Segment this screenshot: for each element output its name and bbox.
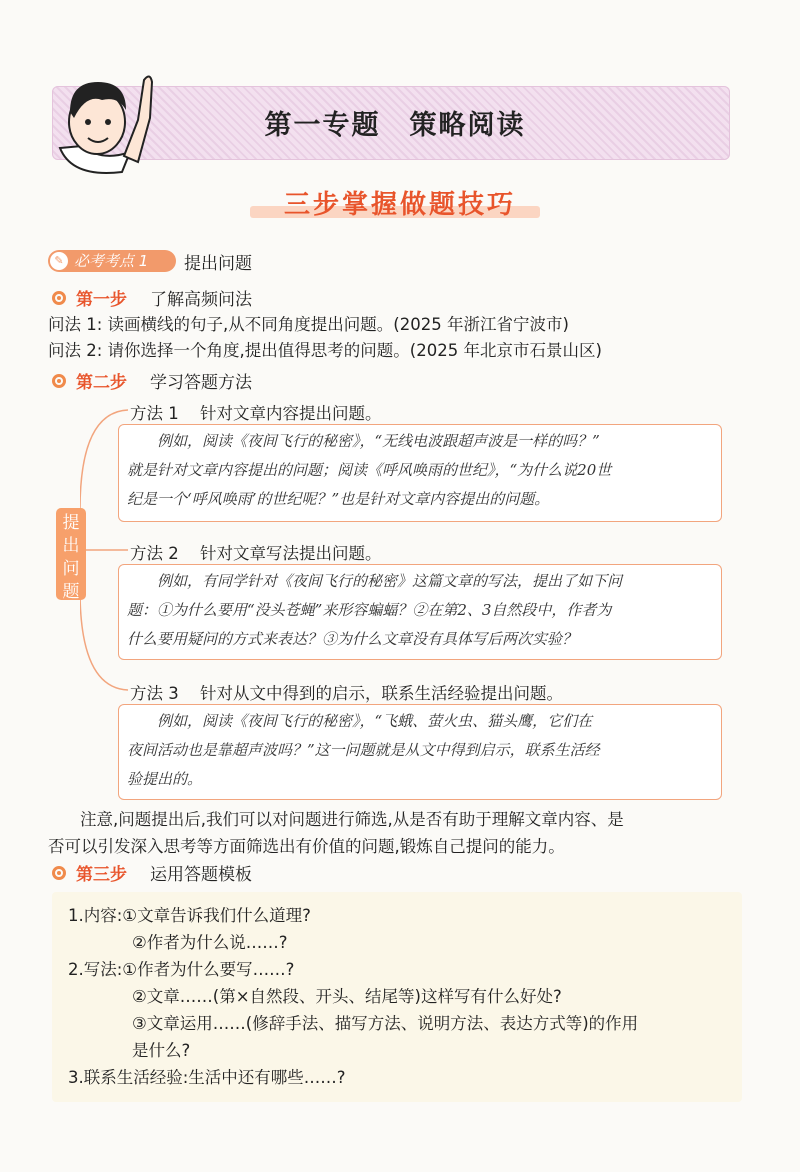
method2-line: 什么要用疑问的方式来表达？③为什么文章没有具体写后两次实验？	[127, 630, 578, 648]
method1-line: 就是针对文章内容提出的问题；阅读《呼风唤雨的世纪》，“为什么说20世	[127, 461, 612, 479]
note-line-2: 否可以引发深入思考等方面筛选出有价值的问题,锻炼自己提问的能力。	[48, 837, 565, 856]
step-circle-icon	[52, 291, 66, 305]
section-subtitle: 三步掌握做题技巧	[283, 190, 516, 220]
step3-label: 第三步	[76, 865, 127, 885]
template-line: 1.内容:①文章告诉我们什么道理?	[68, 906, 311, 925]
step1-label: 第一步	[76, 290, 127, 310]
exam-point-badge-label: 必考考点 1	[74, 252, 149, 270]
method3-title: 针对从文中得到的启示，联系生活经验提出问题。	[200, 684, 563, 703]
note-line-1: 注意,问题提出后,我们可以对问题进行筛选,从是否有助于理解文章内容、是	[80, 810, 624, 829]
method1-example-box	[118, 424, 722, 522]
method1-tag: 方法 1	[130, 404, 179, 423]
template-line: 2.写法:①作者为什么要写……?	[68, 960, 295, 979]
method3-line: 例如，阅读《夜间飞行的秘密》，“飞蛾、萤火虫、猫头鹰，它们在	[157, 712, 593, 730]
step-circle-icon	[52, 374, 66, 388]
step1-title: 了解高频问法	[150, 290, 252, 310]
pencil-icon: ✎	[50, 252, 68, 270]
template-line: 3.联系生活经验:生活中还有哪些……?	[68, 1068, 346, 1087]
method2-example-box	[118, 564, 722, 660]
mindmap-center-label	[56, 508, 86, 600]
center-char: 题	[62, 582, 80, 602]
method1-line: 例如，阅读《夜间飞行的秘密》，“无线电波跟超声波是一样的吗？”	[157, 432, 600, 450]
method2-tag: 方法 2	[130, 544, 179, 563]
step1-line-1: 问法 1: 读画横线的句子,从不同角度提出问题。(2025 年浙江省宁波市)	[48, 315, 569, 334]
method3-example-box	[118, 704, 722, 800]
method2-line: 题：①为什么要用“没头苍蝇”来形容蝙蝠？②在第2、3自然段中，作者为	[127, 601, 612, 619]
page-title: 第一专题 策略阅读	[264, 110, 526, 141]
method2-title: 针对文章写法提出问题。	[200, 544, 382, 563]
template-line: 是什么?	[132, 1041, 191, 1060]
step1-line-2: 问法 2: 请你选择一个角度,提出值得思考的问题。(2025 年北京市石景山区)	[48, 341, 602, 360]
template-line: ②作者为什么说……?	[132, 933, 288, 952]
method3-tag: 方法 3	[130, 684, 179, 703]
center-char: 提	[62, 513, 80, 533]
boy-mascot-illustration	[52, 60, 172, 175]
exam-point-title: 提出问题	[184, 254, 252, 274]
step2-label: 第二步	[76, 373, 127, 393]
method1-line: 纪是一个‘呼风唤雨’的世纪呢？”也是针对文章内容提出的问题。	[127, 490, 550, 508]
method2-line: 例如，有同学针对《夜间飞行的秘密》这篇文章的写法，提出了如下问	[157, 572, 623, 590]
step3-title: 运用答题模板	[150, 865, 252, 885]
center-char: 出	[62, 536, 80, 556]
step2-title: 学习答题方法	[150, 373, 252, 393]
method1-title: 针对文章内容提出问题。	[200, 404, 382, 423]
step-circle-icon	[52, 866, 66, 880]
template-line: ③文章运用……(修辞手法、描写方法、说明方法、表达方式等)的作用	[132, 1014, 639, 1033]
center-char: 问	[62, 559, 80, 579]
method3-line: 验提出的。	[127, 770, 203, 788]
template-line: ②文章……(第×自然段、开头、结尾等)这样写有什么好处?	[132, 987, 562, 1006]
exam-point-badge	[48, 250, 176, 272]
method3-line: 夜间活动也是靠超声波吗？”这一问题就是从文中得到启示，联系生活经	[127, 741, 600, 759]
